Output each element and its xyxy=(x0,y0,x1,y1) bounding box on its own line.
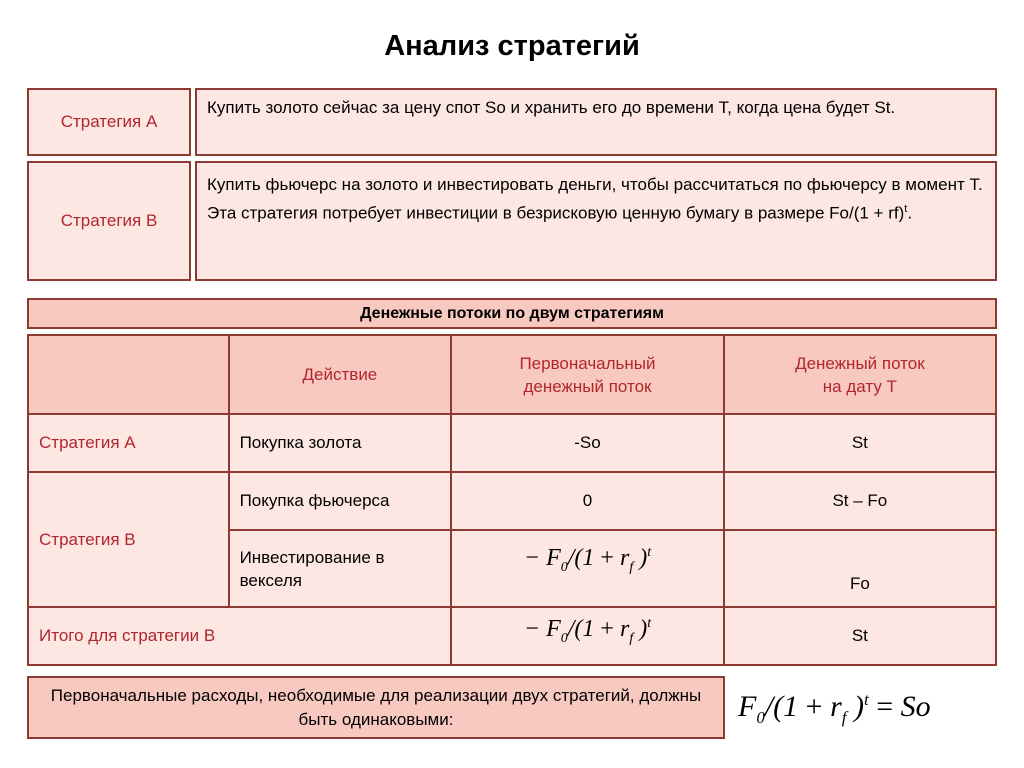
table-row xyxy=(28,472,996,530)
formula-close: ) xyxy=(639,616,648,642)
formula-close: ) xyxy=(639,545,648,571)
formula-t: t xyxy=(647,545,652,560)
formula-minus: − xyxy=(523,616,541,642)
table-row xyxy=(28,607,996,665)
strategy-a-description xyxy=(195,88,997,156)
total-formula xyxy=(523,616,652,646)
header-action: Действие xyxy=(229,335,452,414)
row-b2-initial xyxy=(451,530,723,607)
header-final-line1: Денежный поток xyxy=(795,353,925,373)
formula-f-sub: f xyxy=(629,559,634,575)
formula-plus: + xyxy=(600,616,614,642)
formula-eq: = xyxy=(876,690,894,723)
row-b1-action: Покупка фьючерса xyxy=(229,472,452,530)
header-final-line2: на дату T xyxy=(822,376,897,396)
formula-zero: 0 xyxy=(560,559,568,575)
formula-so: So xyxy=(900,690,931,723)
row-b1-final: St – Fo xyxy=(724,472,996,530)
strategy-b-description xyxy=(195,161,997,281)
row-b2-action: Инвестирование в векселя xyxy=(229,530,452,607)
formula-t: t xyxy=(647,616,652,631)
formula-f: F xyxy=(546,616,561,642)
formula-f: F xyxy=(546,545,561,571)
formula-r: r xyxy=(830,690,842,723)
header-initial-line1: Первоначальный xyxy=(519,353,656,373)
total-final: St xyxy=(724,607,996,665)
strategy-a-text: Купить золото сейчас за цену спот So и хранить его до времени T, когда цена будет St. xyxy=(207,98,896,117)
formula-plus: + xyxy=(600,545,614,571)
formula-plus: + xyxy=(805,690,823,723)
header-initial xyxy=(451,335,723,414)
strategy-b-formula-end: . xyxy=(907,203,913,223)
formula-close: ) xyxy=(854,690,864,723)
formula-zero: 0 xyxy=(560,630,568,646)
total-label: Итого для стратегии В xyxy=(28,607,451,665)
formula-minus: − xyxy=(523,545,541,571)
row-b1-initial: 0 xyxy=(451,472,723,530)
row-a-action: Покупка золота xyxy=(229,414,452,472)
cashflow-banner: Денежные потоки по двум стратегиям xyxy=(27,298,997,329)
strategy-b-formula: Fo/(1 + rf) xyxy=(829,203,905,223)
strategy-b-text-2 xyxy=(207,197,985,226)
conclusion-formula xyxy=(738,690,931,728)
formula-mid: /(1 xyxy=(567,545,595,571)
row-a-initial: -So xyxy=(451,414,723,472)
total-initial xyxy=(451,607,723,665)
strategy-b-formula-sup: t xyxy=(904,203,908,215)
formula-mid: /(1 xyxy=(567,616,595,642)
row-b2-final: Fo xyxy=(724,530,996,607)
formula-f-sub: f xyxy=(841,708,847,727)
formula-f: F xyxy=(738,690,757,723)
header-empty xyxy=(28,335,229,414)
formula-zero: 0 xyxy=(756,708,765,727)
formula-f-sub: f xyxy=(629,630,634,646)
table-row xyxy=(28,414,996,472)
cashflow-table xyxy=(27,334,997,666)
page-title: Анализ стратегий xyxy=(384,30,640,62)
conclusion-box xyxy=(27,676,725,739)
row-a-label: Стратегия А xyxy=(28,414,229,472)
conclusion-text: Первоначальные расходы, необходимые для реализации двух стратегий, должны быть одинаковыми: xyxy=(50,685,702,729)
formula-t: t xyxy=(864,690,869,709)
header-final xyxy=(724,335,996,414)
formula-mid: /(1 xyxy=(764,690,799,723)
formula-r: r xyxy=(619,545,630,571)
strategy-b-text-1: Купить фьючерс на золото и инвестировать деньги, чтобы рассчитаться по фьючерсу в момент T. xyxy=(207,175,983,194)
strategy-a-label: Стратегия А xyxy=(27,88,191,156)
strategy-b-label: Стратегия В xyxy=(27,161,191,281)
row-a-final: St xyxy=(724,414,996,472)
row-b2-formula xyxy=(523,545,652,575)
row-b-label: Стратегия В xyxy=(28,472,229,607)
table-header-row xyxy=(28,335,996,414)
formula-r: r xyxy=(619,616,630,642)
strategy-b-text-2a: Эта стратегия потребует инвестиции в безрисковую ценную бумагу в размере xyxy=(207,203,825,223)
header-initial-line2: денежный поток xyxy=(523,376,652,396)
